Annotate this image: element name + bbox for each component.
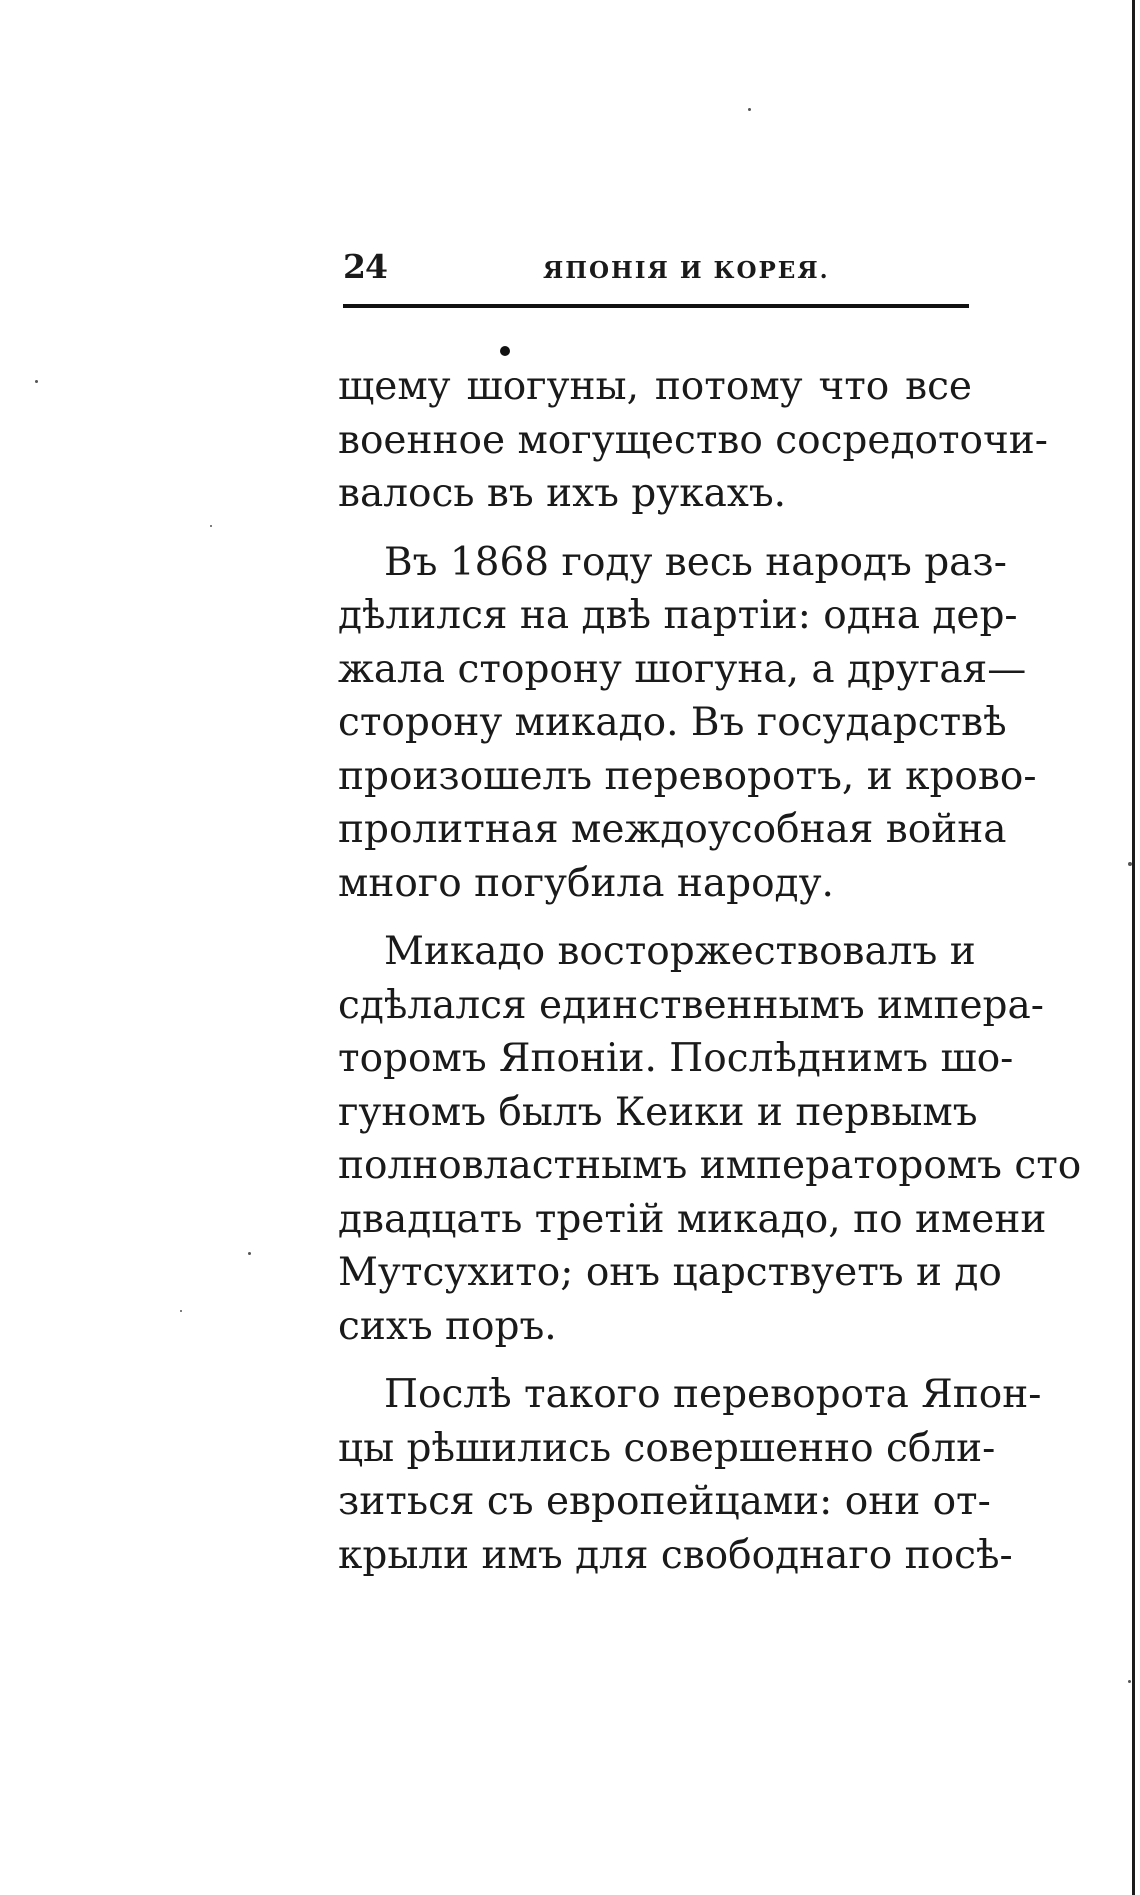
paragraph: [338, 925, 1082, 1353]
scan-speck: [248, 1252, 251, 1255]
text-line: двадцать третій микадо, по имени: [338, 1196, 1047, 1242]
body-text: [338, 360, 1082, 1582]
text-line: дѣлился на двѣ партіи: одна дер-: [338, 593, 1018, 638]
scan-speck: [1128, 1680, 1131, 1683]
text-line: произошелъ переворотъ, и крово-: [338, 753, 1037, 799]
text-line: полновластнымъ императоромъ сто: [338, 1143, 1082, 1188]
text-line: много погубила народу.: [338, 860, 834, 906]
text-line: зиться съ европейцами: они от-: [338, 1479, 991, 1524]
running-head: [343, 247, 969, 287]
text-line: сторону микадо. Въ государствѣ: [338, 700, 1007, 745]
text-line: Мутсухито; онъ царствуетъ и до: [338, 1250, 1002, 1295]
header-rule: [343, 304, 969, 308]
text-line: Въ 1868 году весь народъ раз-: [384, 539, 1007, 585]
text-line: сихъ поръ.: [338, 1303, 557, 1349]
scan-speck: [35, 380, 38, 383]
paragraph: [338, 1368, 1042, 1582]
text-line: цы рѣшились совершенно сбли-: [338, 1425, 996, 1471]
text-line: пролитная междоусобная война: [338, 807, 1007, 852]
text-line: торомъ Японіи. Послѣднимъ шо-: [338, 1036, 1014, 1081]
text-line: Микадо восторжествовалъ и: [384, 929, 976, 974]
paragraph: [338, 360, 1048, 521]
text-line: крыли имъ для свободнаго посѣ-: [338, 1532, 1013, 1578]
page-number: 24: [343, 247, 387, 286]
running-title: ЯПОНІЯ И КОРЕЯ.: [543, 257, 830, 284]
text-line: жала сторону шогуна, а другая—: [338, 646, 1027, 692]
scan-speck: [180, 1310, 182, 1312]
scan-speck: [748, 108, 751, 111]
ink-dot: [500, 346, 510, 356]
text-line: военное могущество сосредоточи-: [338, 417, 1048, 463]
text-line: сдѣлался единственнымъ импера-: [338, 982, 1044, 1028]
text-line: гуномъ былъ Кеики и первымъ: [338, 1089, 978, 1135]
text-line: щему шогуны, потому что все: [338, 364, 972, 409]
text-line: валось въ ихъ рукахъ.: [338, 471, 787, 516]
scan-speck: [210, 525, 212, 527]
page-edge-line: [1132, 0, 1135, 1895]
text-line: Послѣ такого переворота Япон-: [384, 1372, 1042, 1417]
scan-speck: [1128, 862, 1132, 866]
paragraph: [338, 536, 1037, 911]
